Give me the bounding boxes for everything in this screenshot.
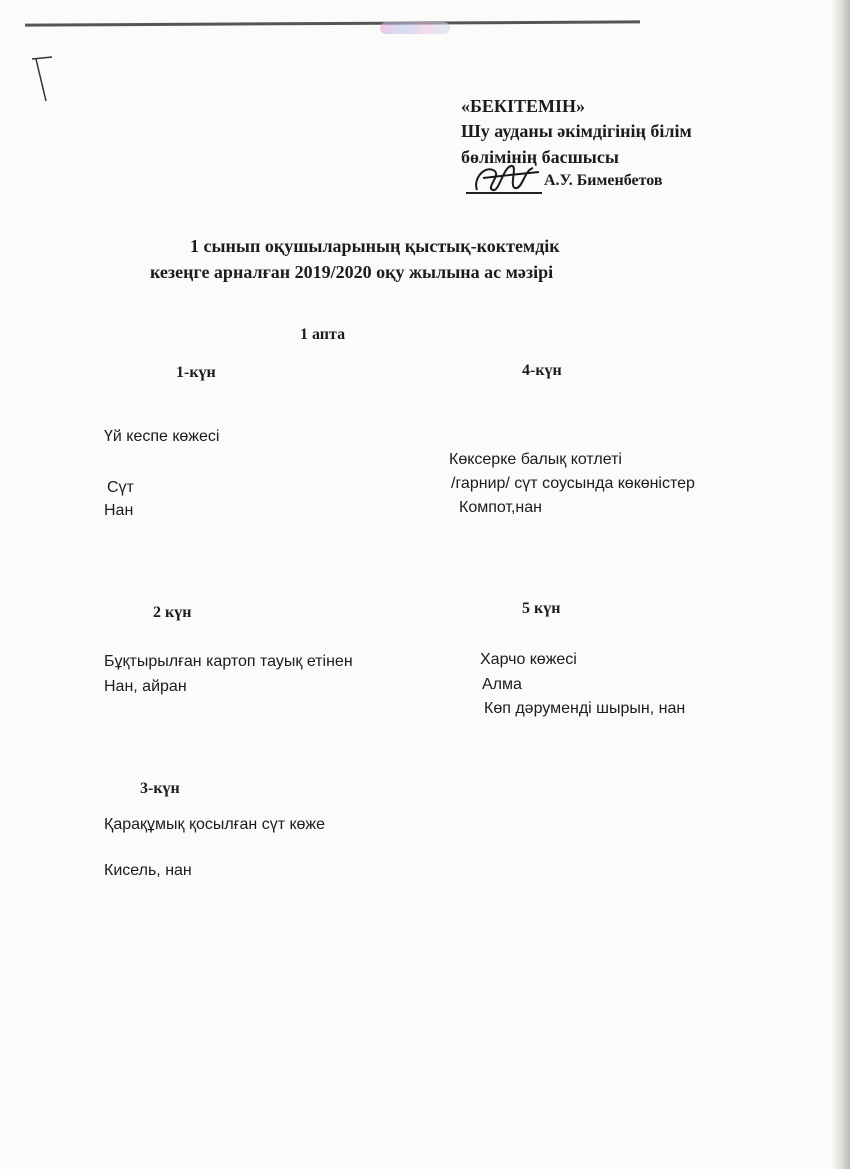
approval-line-2: бөлімінің басшысы [461,147,619,167]
scan-color-artifact [380,22,450,34]
scan-edge-right [832,0,850,1169]
day-5-item-2: Алма [482,676,522,693]
day-3-label: 3-күн [140,780,180,797]
day-4-item-2: /гарнир/ сүт соусында көкөністер [451,475,695,492]
day-1-label: 1-күн [176,364,216,381]
approval-heading: «БЕКІТЕМІН» [461,96,585,116]
corner-pen-mark [30,55,54,103]
document-title-line-2: кезеңге арналған 2019/2020 оқу жылына ас мәзірі [150,262,554,282]
day-5-item-3: Көп дәруменді шырын, нан [484,700,686,717]
signature [463,160,545,196]
week-label: 1 апта [300,326,346,343]
day-2-label: 2 күн [153,604,192,621]
day-2-item-2: Нан, айран [104,678,187,695]
day-5-label: 5 күн [522,600,561,617]
signature-line [466,192,542,194]
approval-line-1: Шу ауданы әкімдігінің білім [461,121,692,141]
day-2-item-1: Бұқтырылған картоп тауық етінен [104,653,353,670]
day-3-item-2: Кисель, нан [104,862,192,879]
scan-edge-top [25,20,640,26]
day-4-item-1: Көксерке балық котлеті [449,451,622,468]
day-1-item-1: Үй кеспе көжесі [104,428,220,445]
day-5-item-1: Харчо көжесі [480,651,577,668]
day-3-item-1: Қарақұмық қосылған сүт көже [104,816,325,833]
day-1-item-3: Нан [104,502,134,519]
approval-signer: А.У. Бименбетов [544,172,663,189]
day-4-item-3: Компот,нан [459,499,542,516]
day-1-item-2: Сүт [107,479,134,496]
document-title-line-1: 1 сынып оқушыларының қыстық-коктемдік [190,236,560,256]
day-4-label: 4-күн [522,362,562,379]
